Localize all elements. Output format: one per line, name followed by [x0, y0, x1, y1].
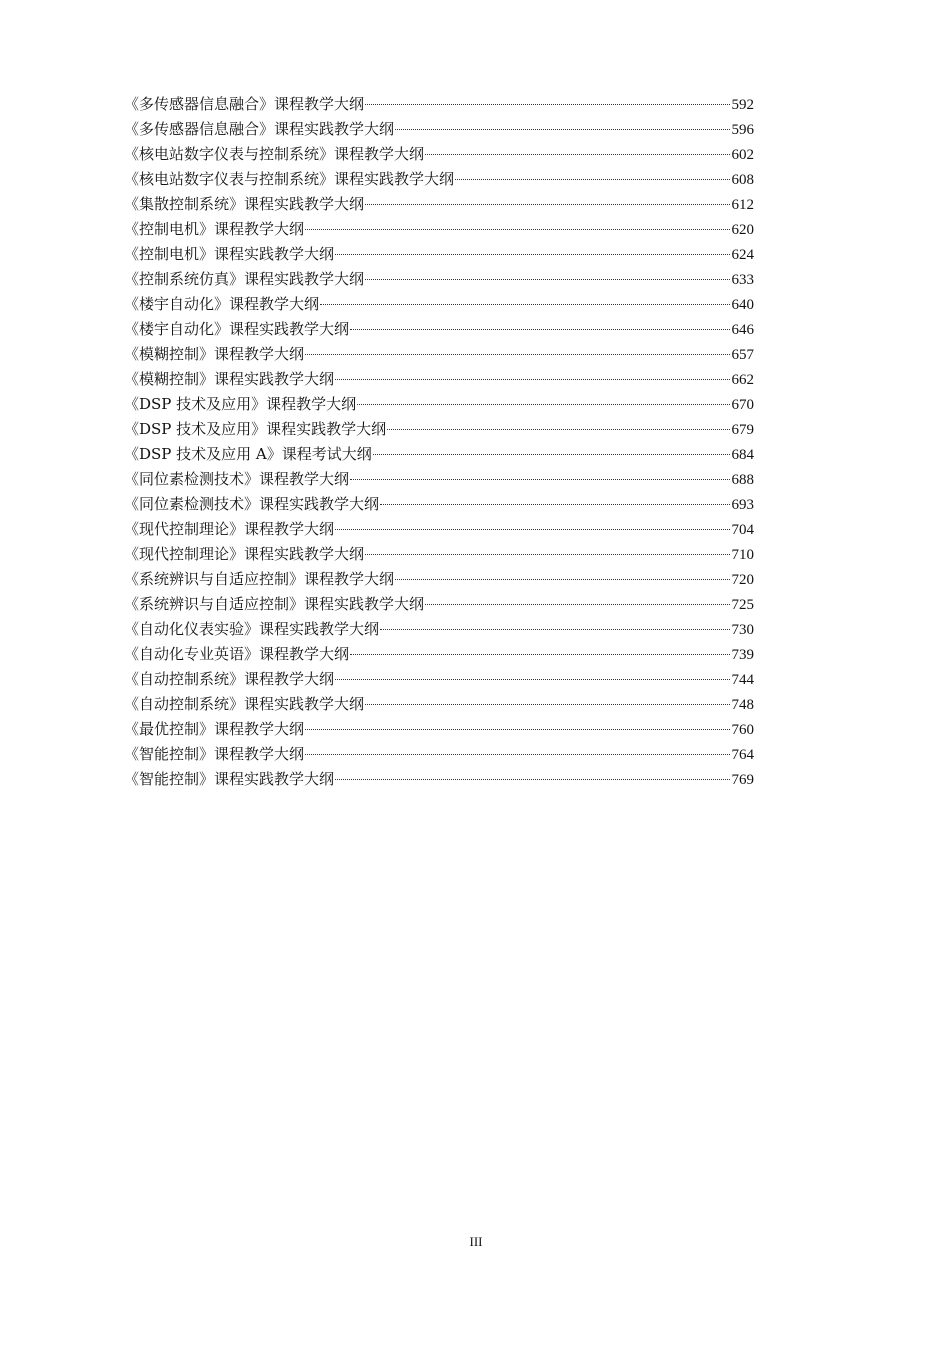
toc-entry-page: 592 — [731, 97, 754, 113]
toc-entry-page: 748 — [731, 697, 754, 713]
toc-entry-title: 《核电站数字仪表与控制系统》课程实践教学大纲 — [124, 170, 455, 188]
toc-entry[interactable] — [124, 417, 754, 442]
toc-entry-page: 602 — [731, 147, 754, 163]
toc-dot-leader — [335, 529, 729, 530]
toc-dot-leader — [305, 354, 729, 355]
toc-dot-leader — [305, 729, 729, 730]
toc-entry-title: 《自动控制系统》课程实践教学大纲 — [124, 695, 365, 713]
toc-entry-page: 688 — [731, 472, 754, 488]
toc-entry-title: 《多传感器信息融合》课程实践教学大纲 — [124, 120, 395, 138]
toc-dot-leader — [365, 279, 729, 280]
table-of-contents — [124, 92, 754, 792]
toc-entry[interactable] — [124, 667, 754, 692]
toc-entry-title: 《现代控制理论》课程教学大纲 — [124, 520, 335, 538]
toc-dot-leader — [395, 579, 729, 580]
toc-entry-page: 739 — [731, 647, 754, 663]
toc-dot-leader — [380, 504, 729, 505]
toc-entry[interactable] — [124, 767, 754, 792]
toc-entry[interactable] — [124, 717, 754, 742]
page-number: III — [469, 1234, 483, 1249]
toc-entry-title: 《DSP 技术及应用》课程教学大纲 — [124, 395, 357, 413]
toc-entry-page: 633 — [731, 272, 754, 288]
toc-entry-title: 《模糊控制》课程教学大纲 — [124, 345, 305, 363]
toc-entry-page: 730 — [731, 622, 754, 638]
toc-dot-leader — [305, 754, 729, 755]
toc-dot-leader — [350, 329, 729, 330]
toc-entry-page: 725 — [731, 597, 754, 613]
toc-entry-title: 《多传感器信息融合》课程教学大纲 — [124, 95, 365, 113]
toc-entry[interactable] — [124, 742, 754, 767]
toc-entry-page: 662 — [731, 372, 754, 388]
toc-entry-page: 670 — [731, 397, 754, 413]
toc-dot-leader — [455, 179, 729, 180]
toc-entry-title: 《控制电机》课程实践教学大纲 — [124, 245, 335, 263]
toc-dot-leader — [425, 604, 729, 605]
toc-entry-title: 《DSP 技术及应用 A》课程考试大纲 — [124, 445, 372, 463]
toc-entry-page: 760 — [731, 722, 754, 738]
toc-entry-page: 608 — [731, 172, 754, 188]
toc-entry-page: 679 — [731, 422, 754, 438]
toc-entry-page: 596 — [731, 122, 754, 138]
toc-entry-page: 744 — [731, 672, 754, 688]
toc-entry[interactable] — [124, 542, 754, 567]
toc-entry[interactable] — [124, 167, 754, 192]
toc-entry-page: 764 — [731, 747, 754, 763]
toc-entry-title: 《控制电机》课程教学大纲 — [124, 220, 305, 238]
toc-entry-title: 《控制系统仿真》课程实践教学大纲 — [124, 270, 365, 288]
toc-entry-page: 710 — [731, 547, 754, 563]
toc-entry[interactable] — [124, 642, 754, 667]
toc-entry-page: 704 — [731, 522, 754, 538]
toc-entry-page: 684 — [731, 447, 754, 463]
toc-entry-title: 《同位素检测技术》课程教学大纲 — [124, 470, 350, 488]
toc-dot-leader — [335, 379, 729, 380]
toc-entry-page: 646 — [731, 322, 754, 338]
toc-entry-title: 《楼宇自动化》课程实践教学大纲 — [124, 320, 350, 338]
toc-dot-leader — [335, 779, 729, 780]
toc-entry-page: 769 — [731, 772, 754, 788]
toc-dot-leader — [425, 154, 729, 155]
toc-entry[interactable] — [124, 242, 754, 267]
toc-entry-page: 693 — [731, 497, 754, 513]
toc-entry-page: 620 — [731, 222, 754, 238]
toc-entry[interactable] — [124, 567, 754, 592]
toc-dot-leader — [365, 704, 729, 705]
toc-dot-leader — [350, 654, 729, 655]
toc-entry[interactable] — [124, 367, 754, 392]
toc-entry-title: 《模糊控制》课程实践教学大纲 — [124, 370, 335, 388]
toc-dot-leader — [350, 479, 729, 480]
toc-entry[interactable] — [124, 92, 754, 117]
toc-dot-leader — [335, 254, 729, 255]
toc-entry-title: 《楼宇自动化》课程教学大纲 — [124, 295, 320, 313]
toc-entry-page: 720 — [731, 572, 754, 588]
toc-dot-leader — [320, 304, 729, 305]
toc-entry[interactable] — [124, 692, 754, 717]
toc-entry-title: 《自动化专业英语》课程教学大纲 — [124, 645, 350, 663]
toc-entry-page: 624 — [731, 247, 754, 263]
toc-entry-title: 《系统辨识与自适应控制》课程教学大纲 — [124, 570, 395, 588]
toc-entry-title: 《自动控制系统》课程教学大纲 — [124, 670, 335, 688]
toc-entry[interactable] — [124, 442, 754, 467]
toc-entry[interactable] — [124, 267, 754, 292]
toc-entry[interactable] — [124, 617, 754, 642]
toc-dot-leader — [365, 204, 729, 205]
toc-entry-title: 《核电站数字仪表与控制系统》课程教学大纲 — [124, 145, 425, 163]
toc-entry[interactable] — [124, 492, 754, 517]
toc-dot-leader — [380, 629, 729, 630]
toc-entry[interactable] — [124, 592, 754, 617]
toc-entry[interactable] — [124, 342, 754, 367]
toc-entry-page: 640 — [731, 297, 754, 313]
toc-entry-title: 《最优控制》课程教学大纲 — [124, 720, 305, 738]
toc-dot-leader — [365, 104, 729, 105]
toc-entry-title: 《同位素检测技术》课程实践教学大纲 — [124, 495, 380, 513]
toc-dot-leader — [387, 429, 729, 430]
toc-dot-leader — [395, 129, 729, 130]
toc-dot-leader — [335, 679, 729, 680]
toc-dot-leader — [305, 229, 729, 230]
toc-entry-title: 《系统辨识与自适应控制》课程实践教学大纲 — [124, 595, 425, 613]
toc-entry-title: 《智能控制》课程教学大纲 — [124, 745, 305, 763]
toc-entry[interactable] — [124, 192, 754, 217]
toc-dot-leader — [373, 454, 730, 455]
toc-entry[interactable] — [124, 142, 754, 167]
toc-entry-page: 612 — [731, 197, 754, 213]
toc-entry-title: 《智能控制》课程实践教学大纲 — [124, 770, 335, 788]
toc-entry[interactable] — [124, 517, 754, 542]
toc-entry[interactable] — [124, 467, 754, 492]
toc-entry[interactable] — [124, 117, 754, 142]
toc-entry[interactable] — [124, 392, 754, 417]
toc-entry-title: 《自动化仪表实验》课程实践教学大纲 — [124, 620, 380, 638]
toc-entry[interactable] — [124, 317, 754, 342]
toc-dot-leader — [357, 404, 729, 405]
toc-entry-title: 《集散控制系统》课程实践教学大纲 — [124, 195, 365, 213]
toc-entry[interactable] — [124, 217, 754, 242]
toc-dot-leader — [365, 554, 729, 555]
toc-entry-title: 《现代控制理论》课程实践教学大纲 — [124, 545, 365, 563]
toc-entry[interactable] — [124, 292, 754, 317]
toc-entry-page: 657 — [731, 347, 754, 363]
toc-entry-title: 《DSP 技术及应用》课程实践教学大纲 — [124, 420, 387, 438]
